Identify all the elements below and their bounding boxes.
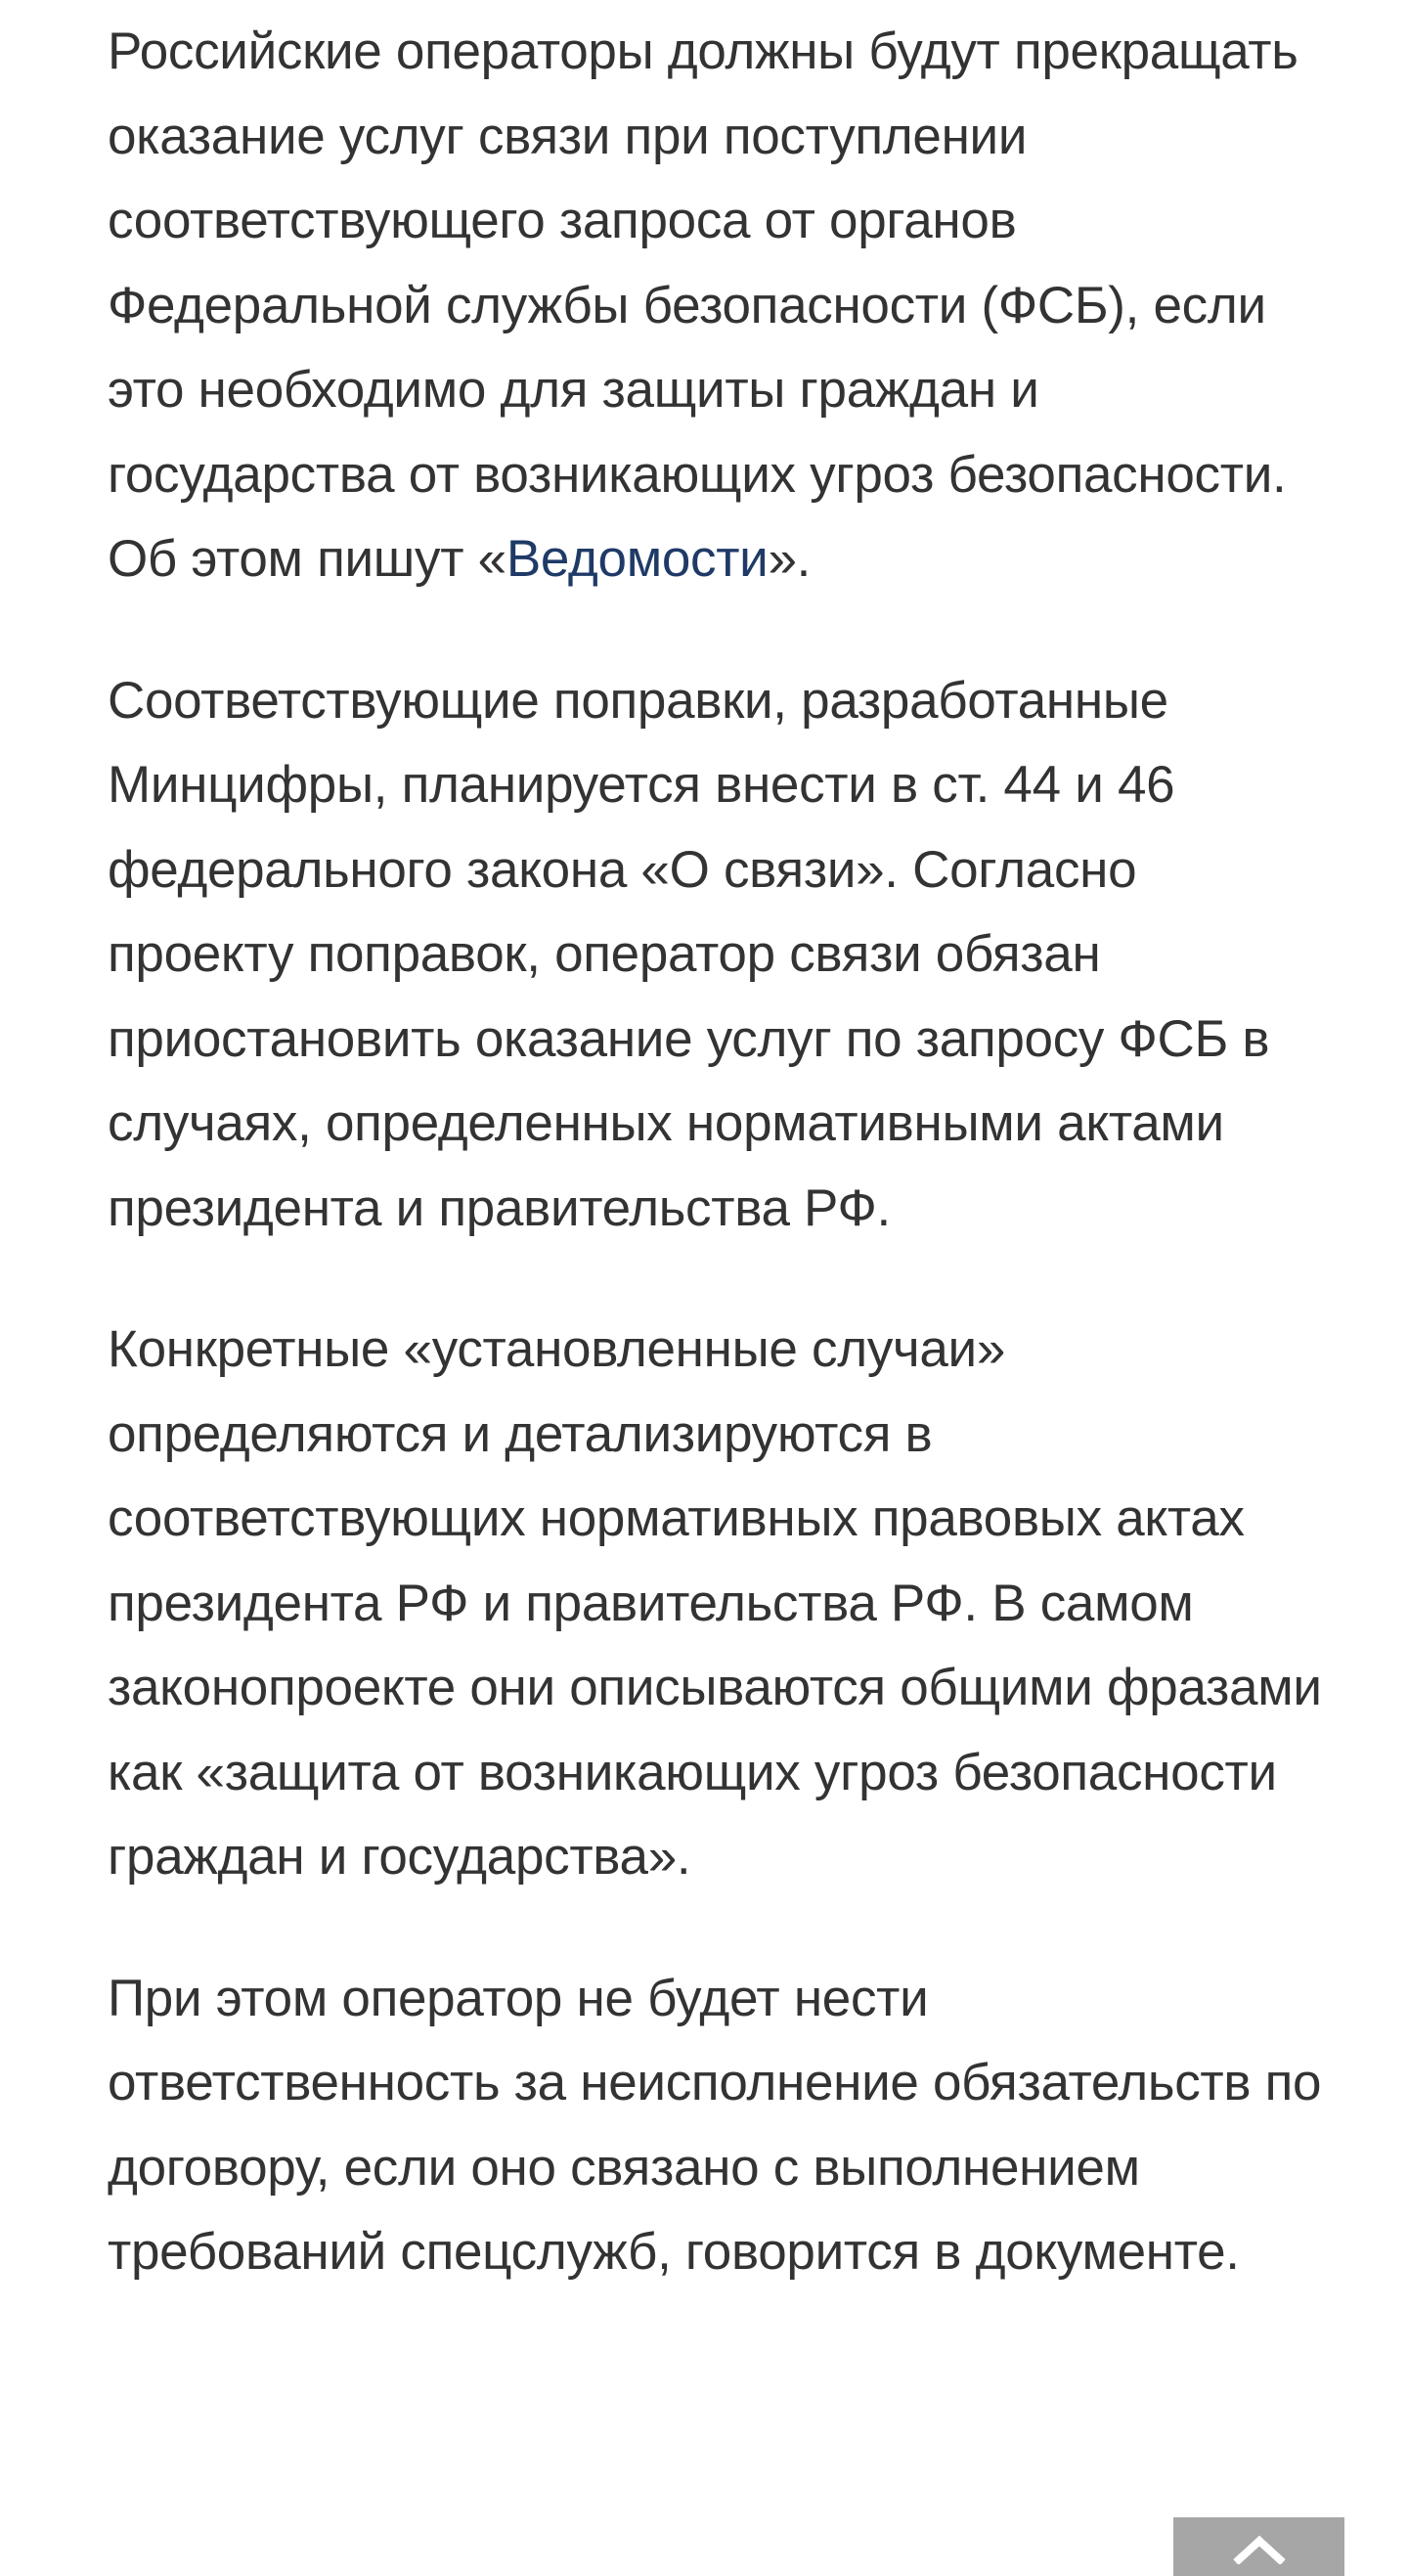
quote-open: « xyxy=(477,530,506,588)
chevron-up-icon xyxy=(1230,2535,1289,2564)
vedomosti-source-link[interactable]: Ведомости xyxy=(506,530,769,588)
quote-close: ». xyxy=(768,530,812,588)
paragraph-1-text: Российские операторы должны будут прекращать оказание услуг связи при поступлении соответствующего запроса от органов Федеральной службы безопасности (ФСБ), если это необходимо для защиты граждан и государства от возникающих угроз безопасности. Об этом пишут xyxy=(108,22,1298,588)
scroll-to-top-button[interactable] xyxy=(1173,2517,1344,2576)
article-paragraph-2: Соответствующие поправки, разработанные Минцифры, планируется внести в ст. 44 и 46 федерального закона «О связи». Согласно проекту поправок, оператор связи обязан приостановить оказание услуг по запросу ФСБ в случаях, определенных нормативными актами президента и правительства РФ. xyxy=(108,671,1270,1237)
article-paragraph-4: При этом оператор не будет нести ответственность за неисполнение обязательств по договору, если оно связано с выполнением требований спецслужб, говорится в документе. xyxy=(108,1969,1322,2281)
article-body xyxy=(108,10,1330,2352)
article-paragraph-3: Конкретные «установленные случаи» определяются и детализируются в соответствующих нормативных правовых актах президента РФ и правительства РФ. В самом законопроекте они описываются общими фразами как «защита от возникающих угроз безопасности граждан и государства». xyxy=(108,1320,1322,1886)
article-paragraph-1 xyxy=(108,10,1330,602)
